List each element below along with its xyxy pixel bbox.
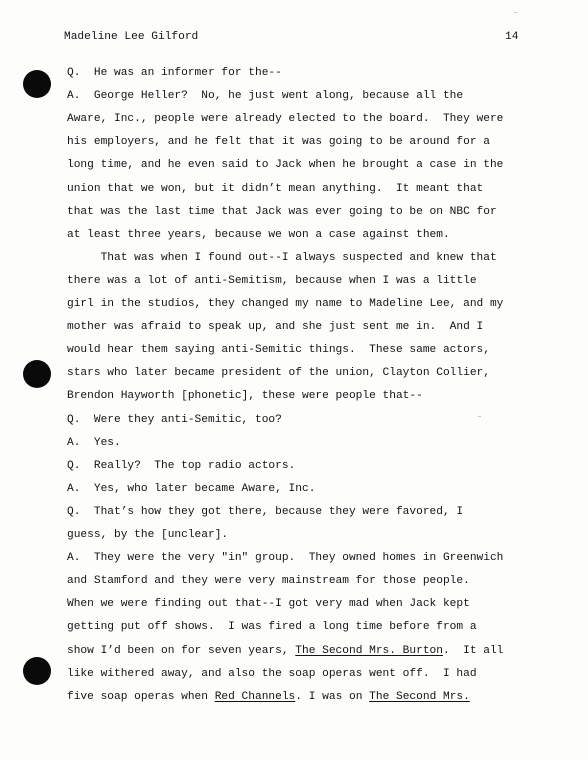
transcript-line	[67, 620, 477, 634]
line-text: A. Yes.	[67, 436, 121, 449]
transcript-line	[67, 667, 477, 681]
underlined-title: The Second Mrs.	[369, 690, 470, 703]
line-text: guess, by the [unclear].	[67, 529, 229, 541]
line-text: . I was on	[295, 690, 370, 703]
transcript-line	[67, 597, 470, 611]
line-text: that was the last time that Jack was ever going to be on NBC for	[67, 205, 497, 218]
line-text: and Stamford and they were very mainstream for those people.	[67, 575, 470, 588]
line-text: there was a lot of anti-Semitism, because when I was a little	[67, 274, 477, 287]
line-text: Q. Really? The top radio actors.	[67, 459, 296, 472]
scan-speck	[514, 12, 517, 13]
transcript-line	[67, 251, 497, 265]
transcript-line	[67, 320, 483, 334]
transcript-line	[67, 436, 121, 450]
line-text: Q. That’s how they got there, because they were favored, I	[67, 505, 464, 518]
transcript-line	[67, 644, 503, 658]
underlined-title: Red Channels	[214, 690, 296, 703]
transcript-line	[67, 112, 503, 126]
line-text: Q. He was an informer for the--	[67, 67, 282, 79]
transcript-line	[67, 274, 477, 288]
line-text: That was when I found out--I always suspected and knew that	[67, 251, 497, 264]
scan-speck	[478, 416, 481, 417]
transcript-line	[67, 135, 490, 149]
transcript-line	[67, 89, 463, 103]
line-text: like withered away, and also the soap operas went off. I had	[67, 667, 477, 680]
underlined-title: The Second Mrs. Burton	[295, 644, 443, 657]
header-interviewee-name: Madeline Lee Gilford	[64, 31, 199, 43]
page-number: 14	[505, 31, 519, 43]
transcript-line	[67, 482, 315, 496]
line-text: long time, and he even said to Jack when he brought a case in the	[67, 159, 504, 172]
line-text: mother was afraid to speak up, and she just sent me in. And I	[67, 321, 484, 334]
transcript-line	[67, 690, 470, 704]
transcript-line	[67, 528, 228, 542]
line-text: show I’d been on for seven years,	[67, 644, 296, 657]
line-text: five soap operas when	[67, 690, 215, 703]
line-text: stars who later became president of the union, Clayton Collier,	[67, 367, 490, 380]
line-text: A. Yes, who later became Aware, Inc.	[67, 482, 316, 495]
line-text: at least three years, because we won a case against them.	[67, 228, 450, 241]
transcript-line	[67, 228, 450, 242]
transcript-line	[67, 459, 295, 473]
line-text: . It all	[442, 644, 504, 657]
transcript-line	[67, 413, 282, 427]
line-text: getting put off shows. I was fired a long time before from a	[67, 621, 477, 634]
transcript-line	[67, 574, 470, 588]
line-text: A. They were the very "in" group. They owned homes in Greenwich	[67, 552, 504, 565]
line-text: Aware, Inc., people were already elected to the board. They were	[67, 113, 504, 126]
transcript-line	[67, 66, 282, 80]
transcript-line	[67, 182, 483, 196]
line-text: union that we won, but it didn’t mean anything. It meant that	[67, 182, 484, 195]
line-text: would hear them saying anti-Semitic things. These same actors,	[67, 344, 490, 357]
transcript-line	[67, 205, 497, 219]
line-text: A. George Heller? No, he just went along, because all the	[67, 90, 464, 103]
transcript-line	[67, 297, 503, 311]
binder-hole-bottom	[23, 657, 51, 685]
binder-hole-top	[23, 70, 51, 98]
line-text: girl in the studios, they changed my name to Madeline Lee, and my	[67, 298, 504, 310]
line-text: When we were finding out that--I got very mad when Jack kept	[67, 598, 470, 611]
transcript-line	[67, 366, 490, 380]
transcript-line	[67, 158, 503, 172]
transcript-line	[67, 505, 463, 519]
line-text: Brendon Hayworth [phonetic], these were people that--	[67, 390, 423, 403]
line-text: Q. Were they anti-Semitic, too?	[67, 413, 282, 426]
line-text: his employers, and he felt that it was going to be around for a	[67, 136, 490, 149]
transcript-line	[67, 551, 503, 565]
transcript-line	[67, 389, 423, 403]
binder-hole-middle	[23, 360, 51, 388]
transcript-line	[67, 343, 490, 357]
